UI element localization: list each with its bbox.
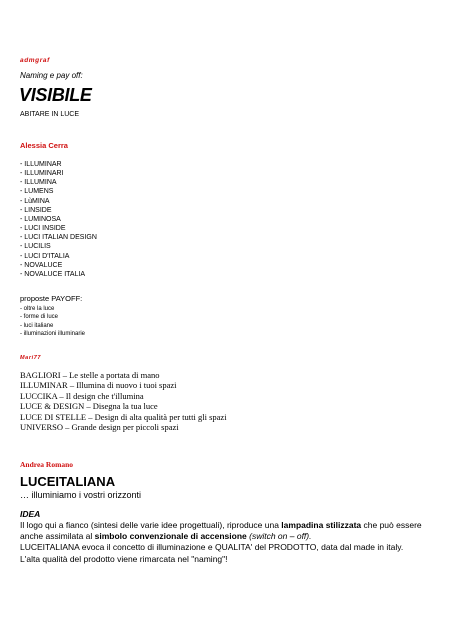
document-title: VISIBILE — [19, 85, 92, 105]
section-title: LUCEITALIANA — [20, 474, 116, 489]
bold-run: simbolo convenzionale di accensione — [94, 531, 247, 542]
list-item: BAGLIORI – Le stelle a portata di mano — [20, 370, 160, 380]
list-item: - LUCI INSIDE — [20, 225, 66, 233]
idea-body — [20, 520, 440, 565]
list-item: LUCCIKA – Il design che t'illumina — [20, 390, 144, 401]
list-item: ILLUMINAR – Illumina di nuovo i tuoi spazi — [20, 380, 177, 391]
list-item: - forme di luce — [20, 314, 59, 321]
idea-paragraph: L'alta qualità del prodotto viene rimarcata nel "naming"! — [20, 553, 228, 564]
list-item: - LUMENS — [20, 188, 54, 196]
author-alessia: Alessia Cerra — [20, 141, 68, 150]
list-item: - NOVALUCE — [20, 261, 63, 269]
payoff-proposals-label: proposte PAYOFF: — [20, 294, 83, 303]
list-item: - LUMINOSA — [20, 215, 61, 223]
list-item: - LUCI D'ITALIA — [20, 252, 70, 260]
list-item: - ILLUMINA — [20, 179, 57, 187]
list-item: LUCE DI STELLE – Design di alta qualità per tutti gli spazi — [20, 411, 227, 422]
list-item: - ILLUMINAR — [20, 161, 62, 168]
list-item: - LINSIDE — [20, 206, 52, 214]
idea-paragraph: LUCEITALIANA evoca il concetto di illuminazione e QUALITA' del PRODOTTO, data dal made in italy. — [20, 542, 404, 553]
slogan-list — [20, 370, 227, 432]
list-item: - LùMINA — [20, 197, 50, 205]
list-item: - LUCI ITALIAN DESIGN — [20, 234, 97, 242]
idea-paragraph — [20, 520, 440, 542]
author-mari77: Mari77 — [20, 355, 42, 361]
brand-label: admgraf — [20, 57, 50, 64]
list-item: - ILLUMINARI — [20, 170, 64, 178]
naming-label: Naming e pay off: — [20, 71, 83, 80]
text-run: Il logo qui a fianco (sintesi delle varie idee progettuali), riproduce una — [20, 520, 282, 530]
name-proposals-list — [20, 160, 97, 279]
list-item: - oltre la luce — [20, 306, 55, 312]
italic-run: (switch on – off). — [246, 531, 312, 542]
idea-heading: IDEA — [20, 509, 41, 519]
list-item: LUCE & DESIGN – Disegna la tua luce — [20, 401, 158, 412]
bold-run: lampadina stilizzata — [281, 520, 362, 530]
list-item: - LUCILIS — [20, 243, 51, 251]
section-subtitle: … illuminiamo i vostri orizzonti — [20, 490, 142, 500]
text-run: che può essere anche assimilata al — [20, 520, 422, 542]
document-subtitle: ABITARE IN LUCE — [20, 111, 79, 118]
list-item: - luci italiane — [20, 322, 54, 329]
list-item: - NOVALUCE ITALIA — [20, 270, 86, 278]
author-andrea: Andrea Romano — [20, 460, 73, 469]
payoff-list — [20, 305, 85, 338]
list-item: - illuminazioni illuminarie — [20, 330, 86, 337]
list-item: UNIVERSO – Grande design per piccoli spazi — [20, 422, 179, 433]
